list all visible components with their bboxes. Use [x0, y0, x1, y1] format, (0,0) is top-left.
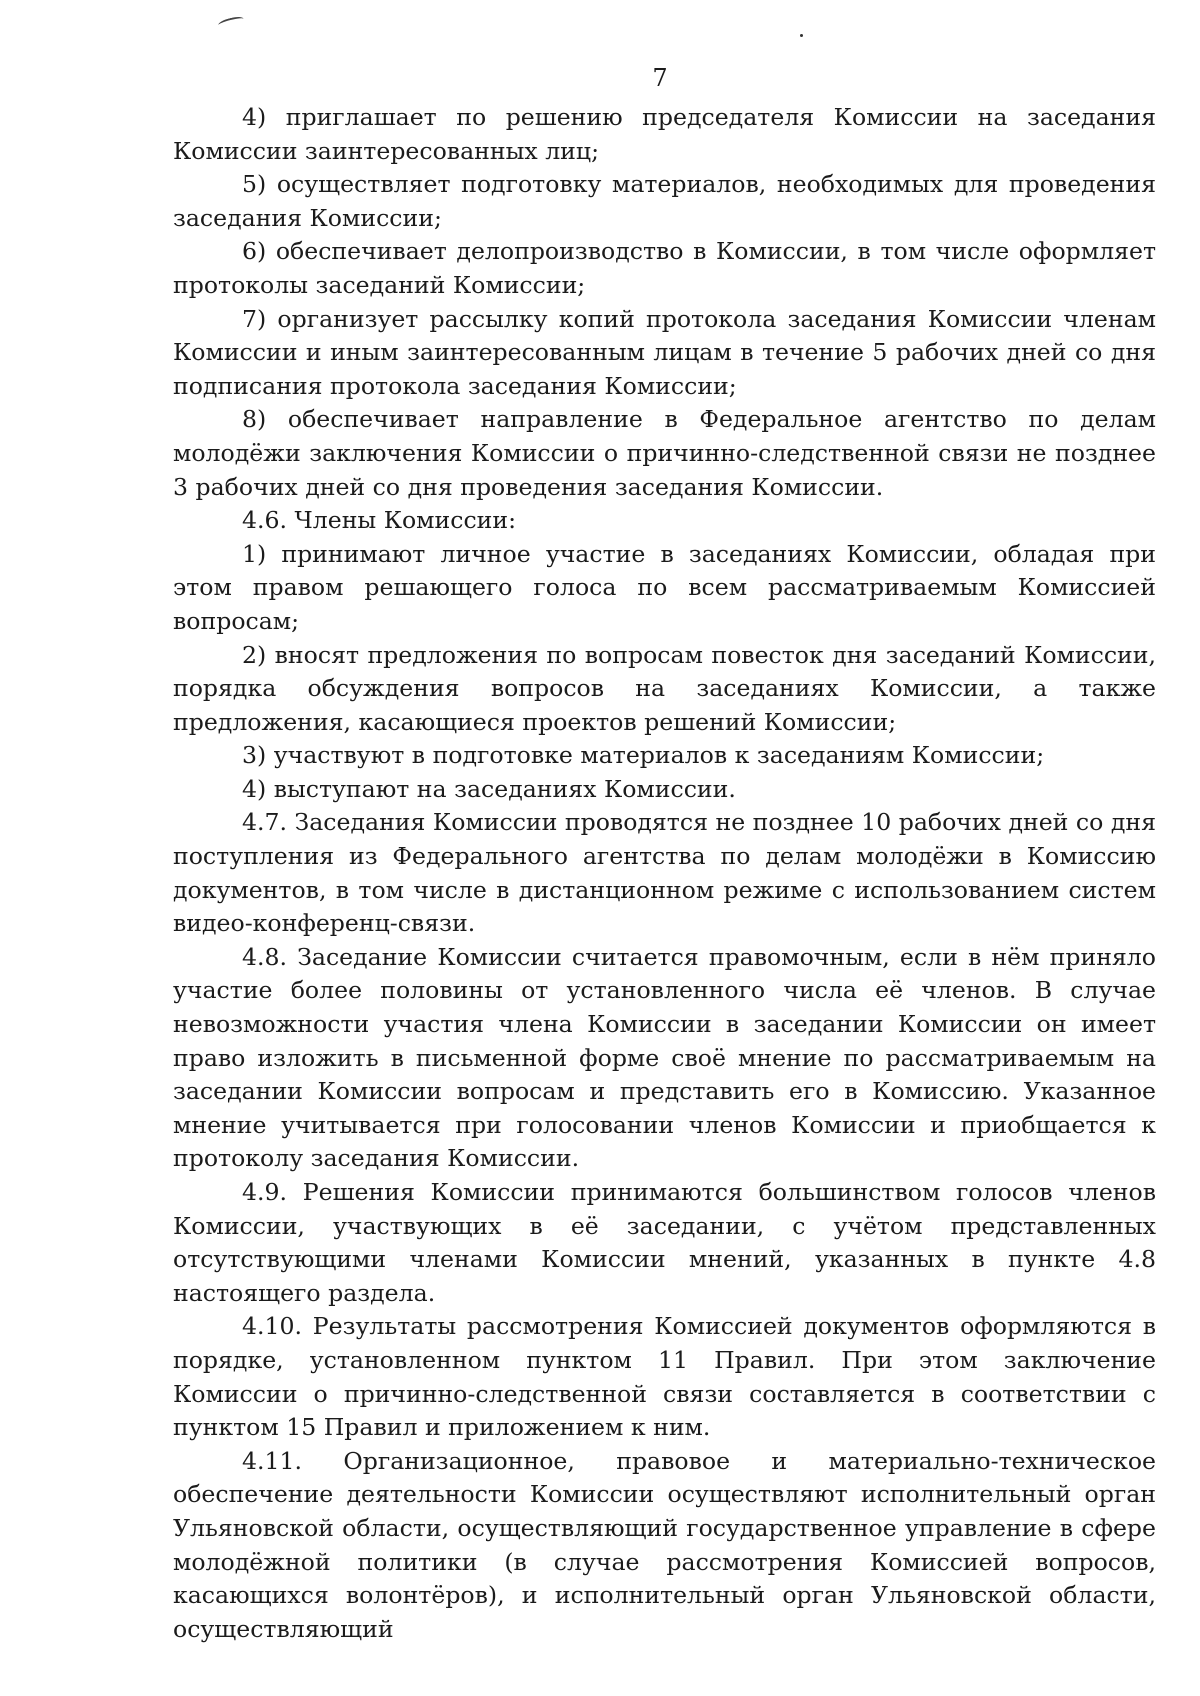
paragraph-member-4: 4) выступают на заседаниях Комиссии.	[242, 774, 736, 803]
paragraph-member-1: 1) принимают личное участие в заседаниях Комиссии, обладая при этом правом решающего голоса по всем рассматриваемым Комиссией вопросам;	[173, 539, 1156, 635]
section-4-11: 4.11. Организационное, правовое и материально-техническое обеспечение деятельности Комиссии осуществляют исполнительный орган Ульяновской области, осуществляющий государственное управление в сфере молодёжной политики (в случае рассмотрения Комиссией вопросов, касающихся волонтёров), и исполнительный орган Ульяновской области, осуществляющий	[173, 1446, 1156, 1643]
scan-artifact-dot	[800, 34, 803, 37]
paragraph-item-5: 5) осуществляет подготовку материалов, необходимых для проведения заседания Комиссии;	[173, 170, 1156, 232]
paragraph-item-8: 8) обеспечивает направление в Федеральное агентство по делам молодёжи заключения Комиссии о причинно-следственной связи не позднее 3 рабочих дней со дня проведения заседания Комиссии.	[173, 405, 1156, 501]
paragraph-item-6: 6) обеспечивает делопроизводство в Комиссии, в том числе оформляет протоколы заседаний Комиссии;	[173, 237, 1156, 299]
scan-artifact-mark	[217, 15, 244, 29]
section-4-10: 4.10. Результаты рассмотрения Комиссией документов оформляются в порядке, установленном пунктом 11 Правил. При этом заключение Комиссии о причинно-следственной связи составляется в соответствии с пунктом 15 Правил и приложением к ним.	[173, 1312, 1156, 1442]
paragraph-item-4: 4) приглашает по решению председателя Комиссии на заседания Комиссии заинтересованных лиц;	[173, 103, 1156, 165]
paragraph-item-7: 7) организует рассылку копий протокола заседания Комиссии членам Комиссии и иным заинтересованным лицам в течение 5 рабочих дней со дня подписания протокола заседания Комиссии;	[173, 304, 1156, 400]
section-4-8: 4.8. Заседание Комиссии считается правомочным, если в нём приняло участие более половины от установленного числа её членов. В случае невозможности участия члена Комиссии в заседании Комиссии он имеет право изложить в письменной форме своё мнение по рассматриваемым на заседании Комиссии вопросам и представить его в Комиссию. Указанное мнение учитывается при голосовании членов Комиссии и приобщается к протоколу заседания Комиссии.	[173, 942, 1156, 1173]
paragraph-member-2: 2) вносят предложения по вопросам повесток дня заседаний Комиссии, порядка обсуждения вопросов на заседаниях Комиссии, а также предложения, касающиеся проектов решений Комиссии;	[173, 640, 1156, 736]
section-4-9: 4.9. Решения Комиссии принимаются большинством голосов членов Комиссии, участвующих в её заседании, с учётом представленных отсутствующими членами Комиссии мнений, указанных в пункте 4.8 настоящего раздела.	[173, 1178, 1156, 1307]
section-4-6-heading: 4.6. Члены Комиссии:	[242, 506, 517, 535]
section-4-7: 4.7. Заседания Комиссии проводятся не позднее 10 рабочих дней со дня поступления из Федерального агентства по делам молодёжи в Комиссию документов, в том числе в дистанционном режиме с использованием систем видео-конференц-связи.	[173, 808, 1156, 938]
page-number: 7	[652, 64, 668, 92]
document-body	[173, 101, 1156, 1646]
paragraph-member-3: 3) участвуют в подготовке материалов к заседаниям Комиссии;	[242, 741, 1045, 770]
